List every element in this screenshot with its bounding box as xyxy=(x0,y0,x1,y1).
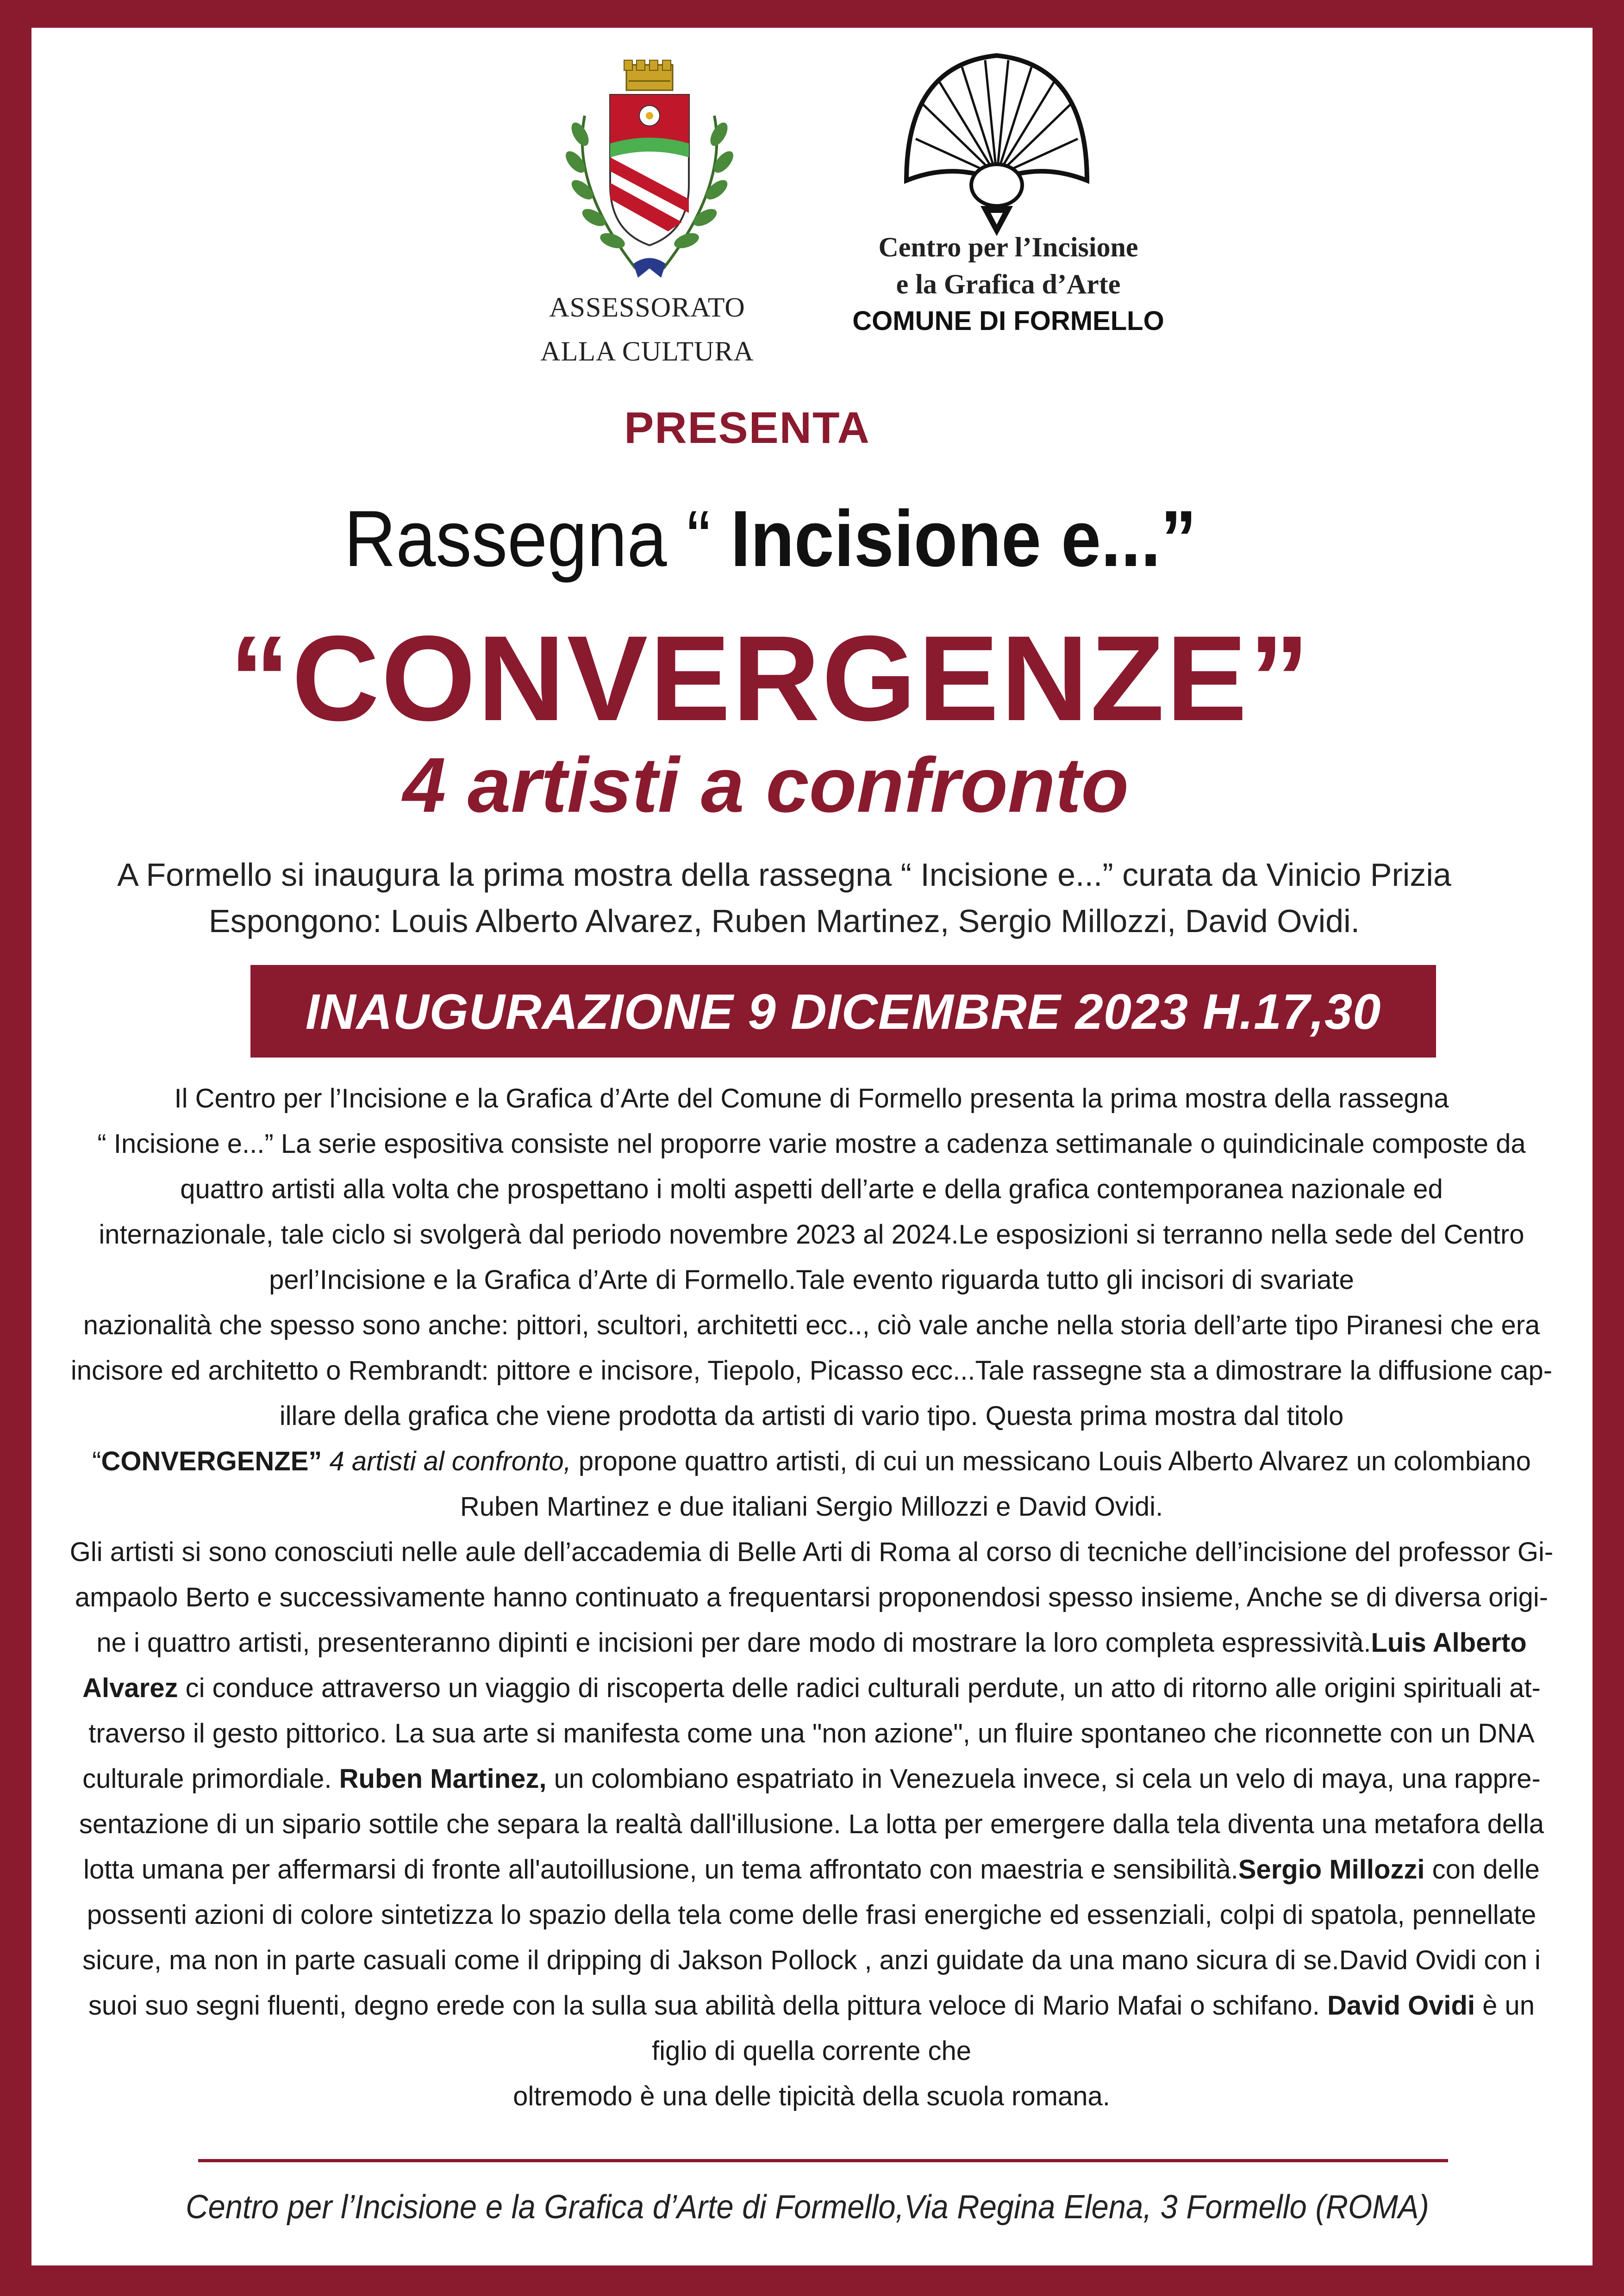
centro-incisione-logo-icon xyxy=(888,46,1106,245)
body-text-span: un colombiano espatriato in Venezuela invece, si cela un velo di maya, una rappre- xyxy=(546,1764,1541,1794)
footer-address: Centro per l’Incisione e la Grafica d’Arte di Formello,Via Regina Elena, 3 Formello (ROMA) xyxy=(186,2189,1429,2226)
artist-name-bold: Luis Alberto xyxy=(1371,1628,1527,1658)
italic-subtitle: 4 artisti al confronto, xyxy=(322,1446,571,1476)
body-text-span: con delle xyxy=(1424,1854,1540,1885)
body-text-span: lotta umana per affermarsi di fronte all'autoillusione, un tema affrontato con maestria e sensibilità. xyxy=(83,1854,1238,1885)
body-line: Ruben Martinez e due italiani Sergio Millozzi e David Ovidi. xyxy=(460,1492,1163,1522)
subtitle: 4 artisti a confronto xyxy=(402,741,1129,828)
body-line xyxy=(41,1756,1582,1802)
artist-name-bold: David Ovidi xyxy=(1327,1991,1475,2021)
quote-mark: “ xyxy=(92,1446,101,1476)
poster-page xyxy=(31,28,1593,2265)
intro-line-1: A Formello si inaugura la prima mostra della rassegna “ Incisione e...” curata da Vinicio Prizia xyxy=(117,857,1451,893)
body-text-span: ci conduce attraverso un viaggio di riscoperta delle radici culturali perdute, un atto di ritorno alle origini spirituali at- xyxy=(178,1673,1541,1703)
body-line: perl’Incisione e la Grafica d’Arte di Formello.Tale evento riguarda tutto gli incisori di svariate xyxy=(269,1265,1354,1295)
body-line: incisore ed architetto o Rembrandt: pittore e incisore, Tiepolo, Picasso ecc...Tale rassegne sta a dimostrare la diffusione cap- xyxy=(70,1356,1553,1386)
body-line: oltremodo è una delle tipicità della scuola romana. xyxy=(513,2081,1110,2111)
alla-cultura-caption: ALLA CULTURA xyxy=(540,336,754,367)
body-text xyxy=(41,1076,1582,2119)
body-line: traverso il gesto pittorico. La sua arte si manifesta come una "non azione", un fluire spontaneo che riconnette con un DNA xyxy=(88,1718,1535,1748)
body-line: internazionale, tale ciclo si svolgerà dal periodo novembre 2023 al 2024.Le esposizioni si terranno nella sede del Centro xyxy=(99,1220,1524,1250)
body-text-span: è un xyxy=(1475,1991,1535,2021)
body-line: “ Incisione e...” La serie espositiva consiste nel proporre varie mostre a cadenza settimanale o quindicinale composte da xyxy=(97,1129,1526,1159)
centro-caption-line2: e la Grafica d’Arte xyxy=(896,269,1121,299)
assessorato-caption: ASSESSORATO xyxy=(549,292,745,323)
artist-name-bold: Sergio Millozzi xyxy=(1238,1854,1425,1885)
convergenze-title: “CONVERGENZE” xyxy=(229,610,1312,746)
body-line: figlio di quella corrente che xyxy=(652,2036,971,2066)
bold-convergenze: CONVERGENZE” xyxy=(101,1446,322,1476)
rassegna-prefix: Rassegna “ xyxy=(344,494,711,583)
rassegna-bold: Incisione e...” xyxy=(711,494,1197,583)
body-line: possenti azioni di colore sintetizza lo spazio della tela come delle frasi energiche ed essenziali, colpi di spatola, pennellate xyxy=(87,1900,1537,1930)
artist-name-bold: Alvarez xyxy=(82,1673,178,1703)
body-text-span: ne i quattro artisti, presenteranno dipinti e incisioni per dare modo di mostrare la loro completa espressività. xyxy=(96,1628,1371,1658)
body-line xyxy=(41,1983,1582,2028)
comune-caption: COMUNE DI FORMELLO xyxy=(852,306,1164,336)
body-text-span: culturale primordiale. xyxy=(82,1764,339,1794)
body-line: Gli artisti si sono conosciuti nelle aule dell’accademia di Belle Arti di Roma al corso di tecniche dell’incisione del professor Gi- xyxy=(69,1537,1554,1567)
inauguration-text: INAUGURAZIONE 9 DICEMBRE 2023 H.17,30 xyxy=(305,983,1381,1039)
artist-name-bold: Ruben Martinez, xyxy=(339,1764,547,1794)
inauguration-banner xyxy=(250,965,1436,1058)
body-line xyxy=(41,1666,1582,1711)
body-text-span: propone quattro artisti, di cui un messicano Louis Alberto Alvarez un colombiano xyxy=(571,1446,1531,1476)
intro-line-2: Espongono: Louis Alberto Alvarez, Ruben Martinez, Sergio Millozzi, David Ovidi. xyxy=(208,903,1360,939)
body-line xyxy=(41,1620,1582,1666)
body-line-convergenze xyxy=(41,1439,1582,1484)
coat-of-arms-icon xyxy=(529,46,770,305)
body-line: ampaolo Berto e successivamente hanno continuato a frequentarsi proponendosi spesso insieme, Anche se di diversa origi- xyxy=(75,1582,1549,1612)
body-line: sicure, ma non in parte casuali come il dripping di Jakson Pollock , anzi guidate da una mano sicura di se.David Ovidi con i xyxy=(82,1945,1541,1975)
centro-caption-line1: Centro per l’Incisione xyxy=(878,232,1138,262)
footer-divider xyxy=(198,2159,1448,2162)
rassegna-heading xyxy=(68,493,1473,585)
presenta-heading: PRESENTA xyxy=(624,403,870,453)
body-line xyxy=(41,1847,1582,1892)
body-text-span: suoi suo segni fluenti, degno erede con la sulla sua abilità della pittura veloce di Mario Mafai o schifano. xyxy=(88,1991,1327,2021)
body-line: sentazione di un sipario sottile che separa la realtà dall'illusione. La lotta per emergere dalla tela diventa una metafora della xyxy=(79,1809,1544,1839)
body-line: Il Centro per l’Incisione e la Grafica d’Arte del Comune di Formello presenta la prima mostra della rassegna xyxy=(174,1083,1449,1114)
body-line: illare della grafica che viene prodotta da artisti di vario tipo. Questa prima mostra dal titolo xyxy=(279,1401,1344,1431)
body-line: quattro artisti alla volta che prospettano i molti aspetti dell’arte e della grafica contemporanea nazionale ed xyxy=(180,1174,1443,1204)
body-line: nazionalità che spesso sono anche: pittori, scultori, architetti ecc.., ciò vale anche nella storia dell’arte tipo Piranesi che era xyxy=(83,1310,1540,1340)
